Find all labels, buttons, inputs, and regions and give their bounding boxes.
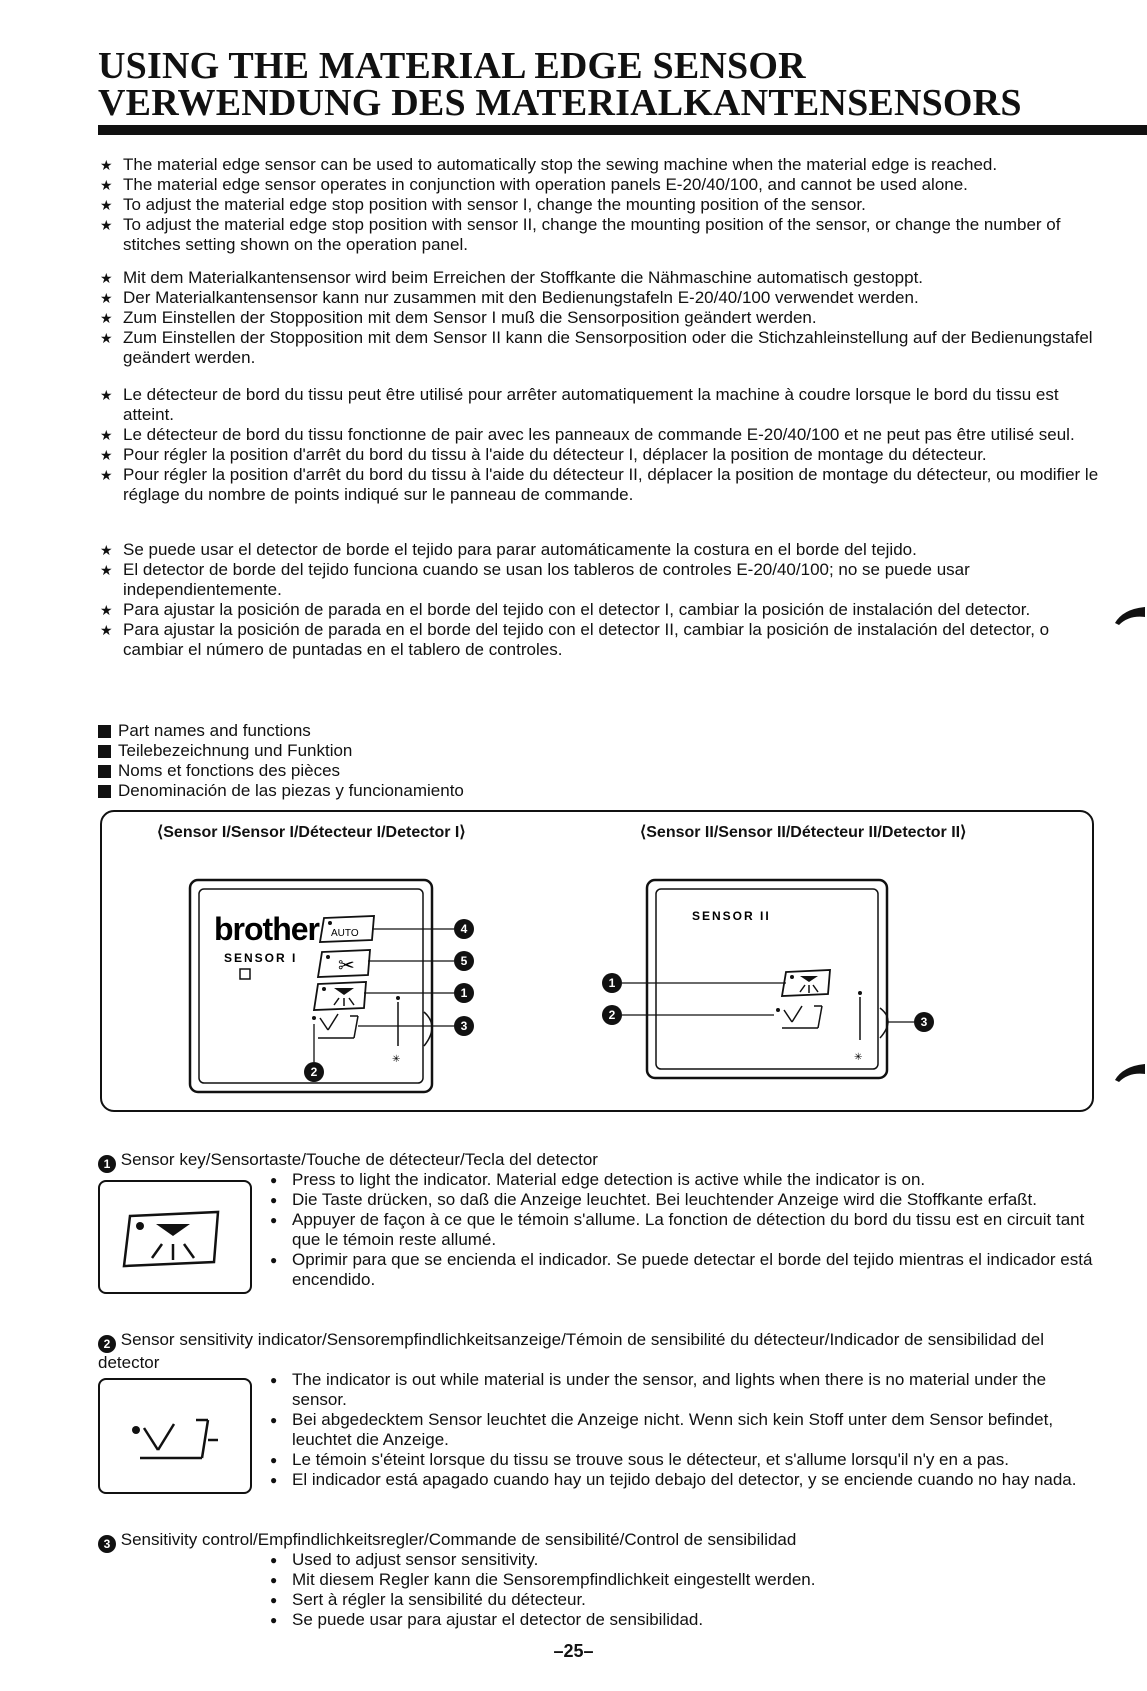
intro-item: ★ Se puede usar el detector de borde el tejido para parar automáticamente la costura en el borde del tejido. [100, 540, 917, 559]
intro-item: ★ Le détecteur de bord du tissu peut être utilisé pour arrêter automatiquement la machine à coudre lorsque le bord du tissu est atteint. [100, 385, 1059, 424]
intro-item: ★ Der Materialkantensensor kann nur zusammen mit den Bedienungstafeln E-20/40/100 verwendet werden. [100, 288, 919, 307]
section-items [270, 1170, 1100, 1290]
star-bullet-icon: ★ [100, 290, 113, 306]
sensor1-unit [190, 880, 454, 1092]
sensor-key-icon [100, 1182, 250, 1292]
title-line-2: VERWENDUNG DES MATERIALKANTENSENSORS [98, 82, 1022, 124]
page-number: –25– [553, 1641, 594, 1661]
list-item: ● Used to adjust sensor sensitivity. [270, 1550, 1100, 1570]
intro-item: ★ The material edge sensor can be used to automatically stop the sewing machine when the material edge is reached. [100, 155, 998, 174]
sensor1-label: SENSOR I [224, 951, 298, 965]
intro-item: ★ Para ajustar la posición de parada en el borde del tejido con el detector II, cambiar la posición de instalación del detector, o cambiar el número de puntadas en el tablero de controles. [100, 620, 1050, 659]
square-bullet-icon [98, 785, 111, 798]
section-sensor-key [98, 1150, 1098, 1289]
sensor-key-illustration [98, 1180, 252, 1294]
intro-list-es [98, 540, 1108, 660]
section-heading: Sensor sensitivity indicator/Sensorempfindlichkeitsanzeige/Témoin de sensibilité du détecteur/Indicador de sensibilidad del detector [98, 1330, 1044, 1372]
section-sensitivity-control [98, 1530, 1098, 1629]
star-bullet-icon: ★ [100, 270, 113, 286]
brother-logo: brother [214, 911, 319, 947]
intro-item: ★ Para ajustar la posición de parada en el borde del tejido con el detector I, cambiar la posición de instalación del detector. [100, 600, 1031, 619]
list-item: ● Press to light the indicator. Material edge detection is active while the indicator is on. [270, 1170, 1100, 1190]
sensitivity-indicator-illustration [98, 1378, 252, 1494]
star-bullet-icon: ★ [100, 330, 113, 346]
sensitivity-indicator-icon [100, 1380, 250, 1492]
thread-trim-key [318, 950, 370, 977]
svg-text:5: 5 [460, 954, 468, 968]
list-item: ● Le témoin s'éteint lorsque du tissu se trouve sous le détecteur, et s'allume lorsqu'il n'y en a pas. [270, 1450, 1100, 1470]
callout-4 [454, 919, 474, 939]
intro-list-de [98, 268, 1108, 368]
star-bullet-icon: ★ [100, 447, 113, 463]
sensitivity-indicator-2 [776, 1006, 822, 1028]
intro-item: ★ El detector de borde del tejido funciona cuando se usan los tableros de controles E-20/40/100; no se puede usar independientemente. [100, 560, 970, 599]
square-bullet-icon [98, 765, 111, 778]
sensor2-unit [622, 880, 914, 1078]
list-item: ● Appuyer de façon à ce que le témoin s'allume. La fonction de détection du bord du tissu est en circuit tant que le témoin reste allumé. [270, 1210, 1100, 1250]
page-edge-mark-icon [1113, 1062, 1147, 1082]
title-line-1: USING THE MATERIAL EDGE SENSOR [98, 45, 806, 87]
star-bullet-icon: ★ [100, 157, 113, 173]
list-item: ● The indicator is out while material is under the sensor, and lights when there is no material under the sensor. [270, 1370, 1100, 1410]
svg-text:3: 3 [920, 1015, 928, 1029]
number-badge: 2 [98, 1335, 116, 1353]
auto-label: AUTO [331, 928, 359, 939]
sensor2-caption: ⟨Sensor II/Sensor II/Détecteur II/Detector II⟩ [640, 824, 967, 841]
intro-item: ★ Zum Einstellen der Stopposition mit dem Sensor II kann die Sensorposition oder die Stichzahleinstellung auf der Bedienungstafel geändert werden. [100, 328, 1093, 367]
list-item: ● El indicador está apagado cuando hay un tejido debajo del detector, y se enciende cuando no hay nada. [270, 1470, 1100, 1490]
sensor-key-2 [782, 970, 830, 996]
sensor-diagram-panel [100, 810, 1094, 1112]
page-edge-mark-icon [1113, 605, 1147, 625]
callout-3b [914, 1012, 934, 1032]
sensor1-caption: ⟨Sensor I/Sensor I/Détecteur I/Detector I⟩ [157, 824, 466, 841]
svg-text:4: 4 [460, 922, 468, 936]
star-bullet-icon: ★ [100, 562, 113, 578]
title-rule [98, 125, 1147, 135]
sensor-key [314, 982, 366, 1010]
list-item: ● Mit diesem Regler kann die Sensorempfindlichkeit eingestellt werden. [270, 1570, 1100, 1590]
intro-item: ★ Mit dem Materialkantensensor wird beim Erreichen der Stoffkante die Nähmaschine automatisch gestoppt. [100, 268, 924, 287]
callout-1b [602, 973, 622, 993]
list-item: ● Bei abgedecktem Sensor leuchtet die Anzeige nicht. Wenn sich kein Stoff unter dem Sensor befindet, leuchtet die Anzeige. [270, 1410, 1100, 1450]
svg-text:1: 1 [608, 976, 616, 990]
svg-text:✳: ✳ [854, 1052, 863, 1063]
svg-text:✂: ✂ [338, 953, 355, 977]
sensor-diagram-svg [102, 812, 1092, 1110]
intro-list-en [98, 155, 1108, 255]
section-heading: Sensor key/Sensortaste/Touche de détecteur/Tecla del detector [120, 1150, 598, 1169]
list-item: ● Sert à régler la sensibilité du détecteur. [270, 1590, 1100, 1610]
svg-text:2: 2 [310, 1065, 318, 1079]
list-item: ● Oprimir para que se encienda el indicador. Se puede detectar el borde del tejido mientras el indicador está encendido. [270, 1250, 1100, 1290]
svg-text:2: 2 [608, 1008, 616, 1022]
star-bullet-icon: ★ [100, 387, 113, 403]
svg-text:✳: ✳ [392, 1054, 401, 1065]
callout-1a [454, 983, 474, 1003]
list-item: ● Die Taste drücken, so daß die Anzeige leuchtet. Bei leuchtender Anzeige wird die Stoffkante erfaßt. [270, 1190, 1100, 1210]
star-bullet-icon: ★ [100, 310, 113, 326]
parts-heading: Part names and functions Teilebezeichnung und Funktion Noms et fonctions des pièces Denominación de las piezas y funcionamiento [98, 721, 464, 801]
callout-2a [304, 1062, 324, 1082]
intro-item: ★ Le détecteur de bord du tissu fonctionne de pair avec les panneaux de commande E-20/40/100 et ne peut pas être utilisé seul. [100, 425, 1075, 444]
intro-item: ★ To adjust the material edge stop position with sensor I, change the mounting position of the sensor. [100, 195, 866, 214]
sensor2-label: SENSOR II [692, 909, 771, 923]
section-items [270, 1550, 1100, 1630]
star-bullet-icon: ★ [100, 427, 113, 443]
callout-5 [454, 951, 474, 971]
square-bullet-icon [98, 725, 111, 738]
sensitivity-indicator [312, 1014, 358, 1038]
star-bullet-icon: ★ [100, 467, 113, 483]
intro-item: ★ Pour régler la position d'arrêt du bord du tissu à l'aide du détecteur II, déplacer la position de montage du détecteur, ou modifier le réglage du nombre de points indiqué sur le panneau de commande. [100, 465, 1099, 504]
intro-item: ★ The material edge sensor operates in conjunction with operation panels E-20/40/100, and cannot be used alone. [100, 175, 968, 194]
number-badge: 3 [98, 1535, 116, 1553]
number-badge: 1 [98, 1155, 116, 1173]
star-bullet-icon: ★ [100, 542, 113, 558]
section-sensitivity-indicator [98, 1330, 1098, 1489]
square-bullet-icon [98, 745, 111, 758]
section-items [270, 1370, 1100, 1490]
section-heading: Sensitivity control/Empfindlichkeitsregler/Commande de sensibilité/Control de sensibilidad [120, 1530, 797, 1549]
list-item: ● Se puede usar para ajustar el detector de sensibilidad. [270, 1610, 1100, 1630]
page-title [98, 45, 1022, 124]
intro-list-fr [98, 385, 1108, 505]
callout-2b [602, 1005, 622, 1025]
svg-text:3: 3 [460, 1019, 468, 1033]
svg-text:1: 1 [460, 986, 468, 1000]
auto-key [320, 916, 374, 942]
intro-item: ★ Pour régler la position d'arrêt du bord du tissu à l'aide du détecteur I, déplacer la position de montage du détecteur. [100, 445, 987, 464]
intro-item: ★ To adjust the material edge stop position with sensor II, change the mounting position of the sensor, or change the number of stitches setting shown on the operation panel. [100, 215, 1061, 254]
star-bullet-icon: ★ [100, 217, 113, 233]
star-bullet-icon: ★ [100, 622, 113, 638]
star-bullet-icon: ★ [100, 197, 113, 213]
star-bullet-icon: ★ [100, 602, 113, 618]
intro-item: ★ Zum Einstellen der Stopposition mit dem Sensor I muß die Sensorposition geändert werden. [100, 308, 817, 327]
star-bullet-icon: ★ [100, 177, 113, 193]
callout-3a [454, 1016, 474, 1036]
